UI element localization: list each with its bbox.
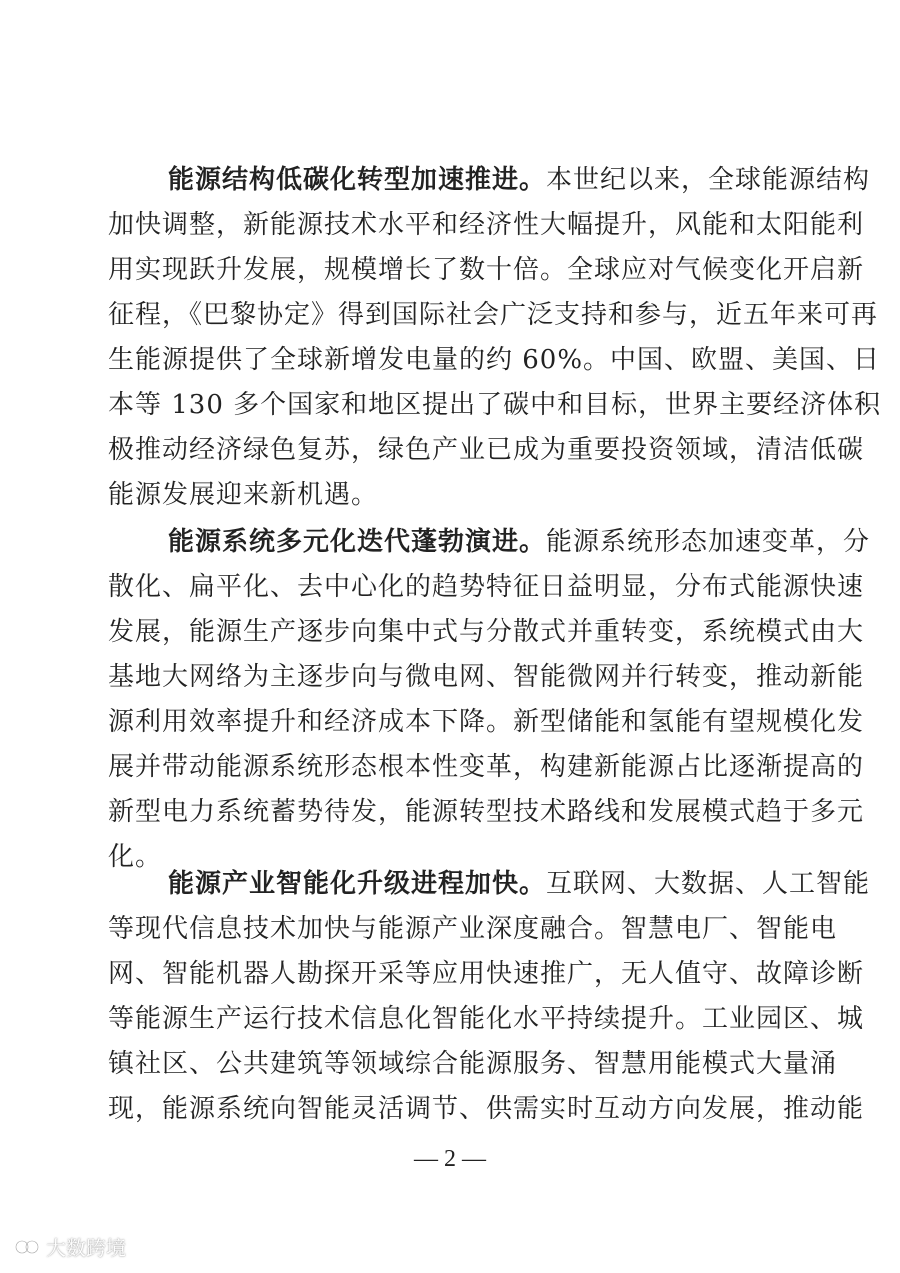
paragraph-line: 加快调整，新能源技术水平和经济性大幅提升，风能和太阳能利	[108, 210, 865, 240]
paragraph-first-line	[168, 520, 871, 565]
page-number: — 2 —	[414, 1146, 486, 1172]
paragraph-line: 源利用效率提升和经济成本下降。新型储能和氢能有望规模化发	[108, 707, 865, 737]
paragraph-line: 化。	[108, 842, 163, 872]
paragraph-energy-structure	[108, 158, 882, 518]
paragraph-line: 互联网、大数据、人工智能	[546, 869, 871, 899]
paragraph-heading: 能源产业智能化升级进程加快。	[168, 869, 547, 899]
watermark	[14, 1232, 126, 1261]
paragraph-line: 散化、扁平化、去中心化的趋势特征日益明显，分布式能源快速	[108, 572, 865, 602]
paragraph-line: 能源系统形态加速变革，分	[546, 527, 871, 557]
paragraph-line: 等现代信息技术加快与能源产业深度融合。智慧电厂、智能电	[108, 914, 838, 944]
paragraph-line: 网、智能机器人勘探开采等应用快速推广，无人值守、故障诊断	[108, 959, 865, 989]
paragraph-line: 展并带动能源系统形态根本性变革，构建新能源占比逐渐提高的	[108, 752, 865, 782]
paragraph-energy-system	[108, 520, 871, 880]
paragraph-line: 镇社区、公共建筑等领域综合能源服务、智慧用能模式大量涌	[108, 1049, 838, 1079]
paragraph-line: 征程，《巴黎协定》得到国际社会广泛支持和参与，近五年来可再	[108, 300, 879, 330]
paragraph-heading: 能源结构低碳化转型加速推进。	[168, 165, 547, 195]
paragraph-line: 本世纪以来，全球能源结构	[546, 165, 871, 195]
paragraph-energy-industry	[108, 862, 871, 1132]
paragraph-line: 发展，能源生产逐步向集中式与分散式并重转变，系统模式由大	[108, 617, 865, 647]
paragraph-line: 用实现跃升发展，规模增长了数十倍。全球应对气候变化开启新	[108, 255, 865, 285]
paragraph-line: 极推动经济绿色复苏，绿色产业已成为重要投资领域，清洁低碳	[108, 435, 865, 465]
brand-logo-icon	[14, 1236, 40, 1258]
paragraph-line: 能源发展迎来新机遇。	[108, 480, 379, 510]
paragraph-line: 等能源生产运行技术信息化智能化水平持续提升。工业园区、城	[108, 1004, 865, 1034]
paragraph-line: 现，能源系统向智能灵活调节、供需实时互动方向发展，推动能	[108, 1094, 865, 1124]
paragraph-line: 新型电力系统蓄势待发，能源转型技术路线和发展模式趋于多元	[108, 797, 865, 827]
paragraph-line: 基地大网络为主逐步向与微电网、智能微网并行转变，推动新能	[108, 662, 865, 692]
paragraph-line: 本等 130 多个国家和地区提出了碳中和目标，世界主要经济体积	[108, 390, 882, 420]
paragraph-line: 生能源提供了全球新增发电量的约 60%。中国、欧盟、美国、日	[108, 345, 881, 375]
paragraph-first-line	[168, 158, 871, 203]
watermark-text: 大数跨境	[46, 1236, 126, 1260]
paragraph-first-line	[168, 862, 871, 907]
paragraph-heading: 能源系统多元化迭代蓬勃演进。	[168, 527, 547, 557]
